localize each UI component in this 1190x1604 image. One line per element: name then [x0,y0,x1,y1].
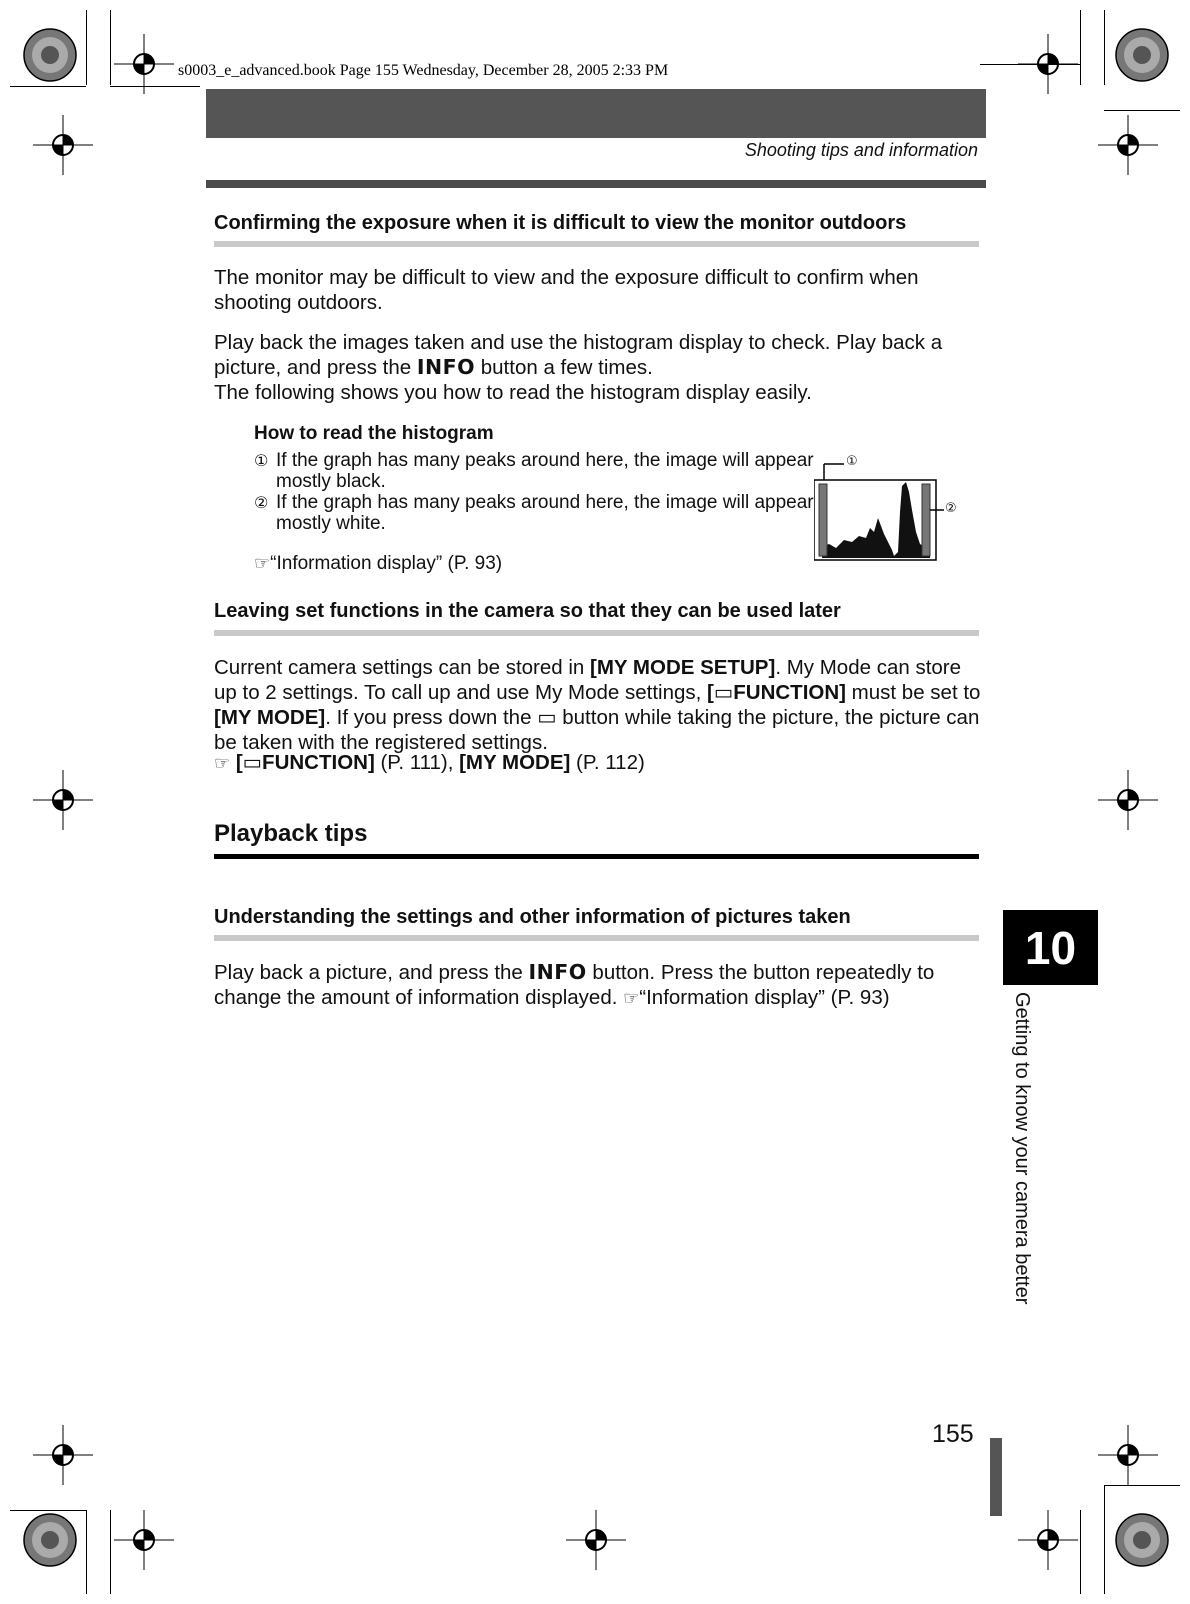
registration-target-top-right [1112,25,1172,85]
reference-information-display [254,553,502,575]
trim-line [10,1510,86,1511]
heading-underline [214,935,979,941]
function-label [707,681,846,704]
crosshair-mark-right-middle [1098,770,1158,830]
trim-line [1104,1485,1105,1594]
info-button-label: INFO [528,960,587,984]
sequential-shooting-icon: ▭ [713,681,734,704]
crosshair-mark-left-middle [33,770,93,830]
callout-1: ① [846,454,858,469]
crosshair-mark-bottom-center [566,1510,626,1570]
trim-line [980,64,1080,65]
heading-confirming-exposure: Confirming the exposure when it is difficult to view the monitor outdoors [214,212,907,234]
crosshair-mark-left-lower [33,1425,93,1485]
text: The following shows you how to read the histogram display easily. [214,381,812,404]
bracket: [ [707,681,714,704]
text: (P. 111), [374,751,460,774]
heading-playback-tips: Playback tips [214,820,368,847]
sequential-shooting-icon: ▭ [242,751,263,774]
text: button a few times. [475,356,653,379]
text: button while taking the picture, the picture can be taken with the registered settings. [214,706,980,754]
trim-line [1104,10,1105,85]
list-item [254,450,814,492]
paragraph-info-button [214,960,984,1011]
text: . My Mode can store up to 2 settings. To call up and use My Mode settings, [214,656,962,704]
function-text: FUNCTION] [733,681,846,704]
text: must be set to [845,681,981,704]
heading-underline [214,630,979,636]
text: . If you press down the [325,706,538,729]
callout-2: ② [945,501,957,516]
text: button. Press the button repeatedly to change the amount of information displayed. [214,961,935,1009]
histogram-list [254,450,814,534]
info-button-label: INFO [416,355,476,379]
header-band [206,89,986,138]
heading-underline [214,241,979,247]
sequential-shooting-icon: ▭ [537,706,557,729]
heading-understanding-settings: Understanding the settings and other information of pictures taken [214,906,851,928]
header-rule [206,180,986,188]
crosshair-mark-right-lower [1098,1425,1158,1485]
text: Play back a picture, and press the [214,961,529,984]
registration-target-top-left [20,25,80,85]
function-text: FUNCTION] [262,751,375,774]
trim-line [1104,1485,1180,1486]
trim-line [86,10,87,85]
trim-line [1080,10,1081,85]
my-mode-label: [MY MODE] [214,706,326,729]
text: Current camera settings can be stored in [214,656,591,679]
trim-line [110,10,111,85]
my-mode-setup-label: [MY MODE SETUP] [590,656,776,679]
reference-text: “Information display” (P. 93) [270,553,503,574]
registration-target-bottom-left [20,1510,80,1570]
crosshair-mark-bottom-b [1018,1510,1078,1570]
reference-icon: ☞ [214,753,231,774]
trim-line [86,1510,87,1594]
paragraph-play-back [214,330,984,405]
paragraph-monitor-difficult: The monitor may be difficult to view and the exposure difficult to confirm when shooting outdoors. [214,266,919,314]
page-number-bar [990,1438,1002,1516]
trim-line [1104,110,1180,111]
list-item-text: If the graph has many peaks around here, the image will appear mostly black. [276,450,814,492]
subheading-histogram: How to read the histogram [254,423,494,444]
text: (P. 112) [570,751,645,774]
circled-number: ② [254,493,269,512]
chapter-number-tab: 10 [1003,910,1098,985]
reference-icon: ☞ [254,553,271,574]
bracket: [ [235,751,243,774]
chapter-title: Getting to know your camera better [1011,992,1033,1305]
function-label [236,751,375,774]
paragraph-my-mode [214,655,984,755]
section-tag: Shooting tips and information [744,140,978,160]
trim-line [110,1510,111,1594]
reference-text: “Information display” (P. 93) [639,986,890,1009]
text: Play back the images taken and use the histogram display to check. Play back a picture, and press the [214,331,943,379]
trim-line [110,86,200,87]
crosshair-mark-right-upper [1098,115,1158,175]
histogram-illustration [814,452,964,567]
heading-underline [214,854,979,859]
heading-leaving-set-functions: Leaving set functions in the camera so that they can be used later [214,600,841,622]
list-item-text: If the graph has many peaks around here, the image will appear mostly white. [276,492,814,534]
reference-icon: ☞ [623,988,640,1009]
registration-target-bottom-right [1112,1510,1172,1570]
page-number: 155 [932,1420,974,1448]
circled-number: ① [254,451,269,470]
my-mode-label: [MY MODE] [459,751,571,774]
list-item [254,492,814,534]
reference-function-my-mode [214,750,984,776]
book-file-info: s0003_e_advanced.book Page 155 Wednesday, December 28, 2005 2:33 PM [178,62,669,79]
trim-line [10,86,86,87]
crosshair-mark-top-a [114,34,174,94]
crosshair-mark-left-upper [33,115,93,175]
crosshair-mark-bottom-a [114,1510,174,1570]
trim-line [1080,1510,1081,1594]
